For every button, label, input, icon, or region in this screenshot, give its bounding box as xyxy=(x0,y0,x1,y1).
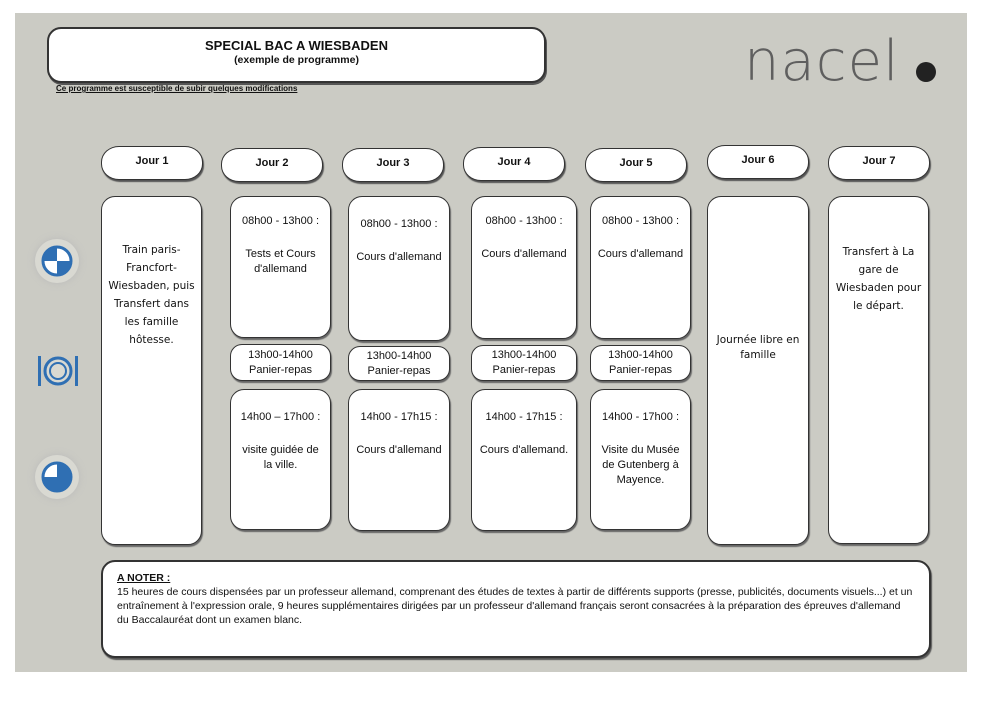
day-header-2: Jour 2 xyxy=(221,148,323,182)
day-header-5: Jour 5 xyxy=(585,148,687,182)
day-header-7: Jour 7 xyxy=(828,146,930,180)
day-5-afternoon-time: 14h00 - 17h00 : xyxy=(601,411,680,423)
day-4-morning xyxy=(471,196,577,339)
day-5-morning xyxy=(590,196,691,339)
day-3-afternoon xyxy=(348,389,450,531)
page-subtitle: (exemple de programme) xyxy=(234,54,359,66)
day-2-lunch-label: Panier-repas xyxy=(249,364,312,376)
note-text: 15 heures de cours dispensées par un professeur allemand, comprenant des études de textes à partir de différents supports (presse, publicités, documents visuels...) et un entraînement à l'expression orale, 9 heures supplémentaires dirigées par un professeur d'allemand français seront consacrées à la préparation des épreuves d'allemand du Baccalauréat dont un examen blanc. xyxy=(117,586,913,626)
logo-dot xyxy=(916,62,936,82)
clock-quarter-icon xyxy=(35,239,79,283)
day-5-morning-time: 08h00 - 13h00 : xyxy=(601,215,680,227)
day-4-morning-activity: Cours d'allemand xyxy=(481,248,567,260)
day-3-afternoon-activity: Cours d'allemand xyxy=(356,444,442,456)
day-2-morning-time: 08h00 - 13h00 : xyxy=(241,215,320,227)
day-7-box xyxy=(828,196,929,544)
note-box xyxy=(101,560,931,658)
day-3-morning-time: 08h00 - 13h00 : xyxy=(360,218,438,230)
plate-cutlery-icon xyxy=(34,347,78,391)
day-4-morning-time: 08h00 - 13h00 : xyxy=(485,215,563,227)
day-header-1: Jour 1 xyxy=(101,146,203,180)
day-5-morning-activity: Cours d'allemand xyxy=(597,248,684,260)
day-4-lunch-label: Panier-repas xyxy=(492,364,556,376)
day-3-lunch-label: Panier-repas xyxy=(367,365,431,377)
day-2-morning xyxy=(230,196,331,338)
day-3-morning-activity: Cours d'allemand xyxy=(356,251,442,263)
day-5-afternoon xyxy=(590,389,691,530)
day-2-afternoon-activity: visite guidée de la ville. xyxy=(242,444,319,471)
day-5-lunch xyxy=(590,345,691,381)
clock-three-quarter-icon xyxy=(35,455,79,499)
day-6-box xyxy=(707,196,809,545)
nacel-logo: nacel xyxy=(744,29,900,94)
day-2-afternoon-time: 14h00 – 17h00 : xyxy=(240,411,321,423)
day-3-lunch xyxy=(348,346,450,381)
day-4-afternoon-time: 14h00 - 17h15 : xyxy=(485,411,563,423)
day-3-lunch-time: 13h00-14h00 xyxy=(366,350,432,362)
day-5-afternoon-activity: Visite du Musée de Gutenberg à Mayence. xyxy=(601,444,680,486)
day-3-morning xyxy=(348,196,450,341)
day-4-lunch-time: 13h00-14h00 xyxy=(491,349,557,361)
note-title: A NOTER : xyxy=(117,572,171,584)
day-4-afternoon xyxy=(471,389,577,531)
day-4-afternoon-activity: Cours d'allemand. xyxy=(479,444,569,456)
day-2-lunch xyxy=(230,344,331,381)
day-7-text: Transfert à La gare de Wiesbaden pour le départ. xyxy=(835,246,922,312)
day-2-lunch-time: 13h00-14h00 xyxy=(248,349,313,361)
day-header-4: Jour 4 xyxy=(463,147,565,181)
disclaimer: Ce programme est susceptible de subir quelques modifications xyxy=(56,84,298,93)
day-header-3: Jour 3 xyxy=(342,148,444,182)
day-header-6: Jour 6 xyxy=(707,145,809,179)
day-1-box xyxy=(101,196,202,545)
page-title: SPECIAL BAC A WIESBADEN xyxy=(205,38,388,53)
day-1-text: Train paris-Francfort-Wiesbaden, puis Transfert dans les famille hôtesse. xyxy=(108,244,195,346)
day-3-afternoon-time: 14h00 - 17h15 : xyxy=(360,411,438,423)
day-6-text: Journée libre en famille xyxy=(716,334,800,361)
day-2-morning-activity: Tests et Cours d'allemand xyxy=(245,248,316,275)
day-5-lunch-label: Panier-repas xyxy=(609,364,672,376)
day-5-lunch-time: 13h00-14h00 xyxy=(608,349,673,361)
title-box xyxy=(47,27,546,83)
day-2-afternoon xyxy=(230,389,331,530)
day-4-lunch xyxy=(471,345,577,381)
